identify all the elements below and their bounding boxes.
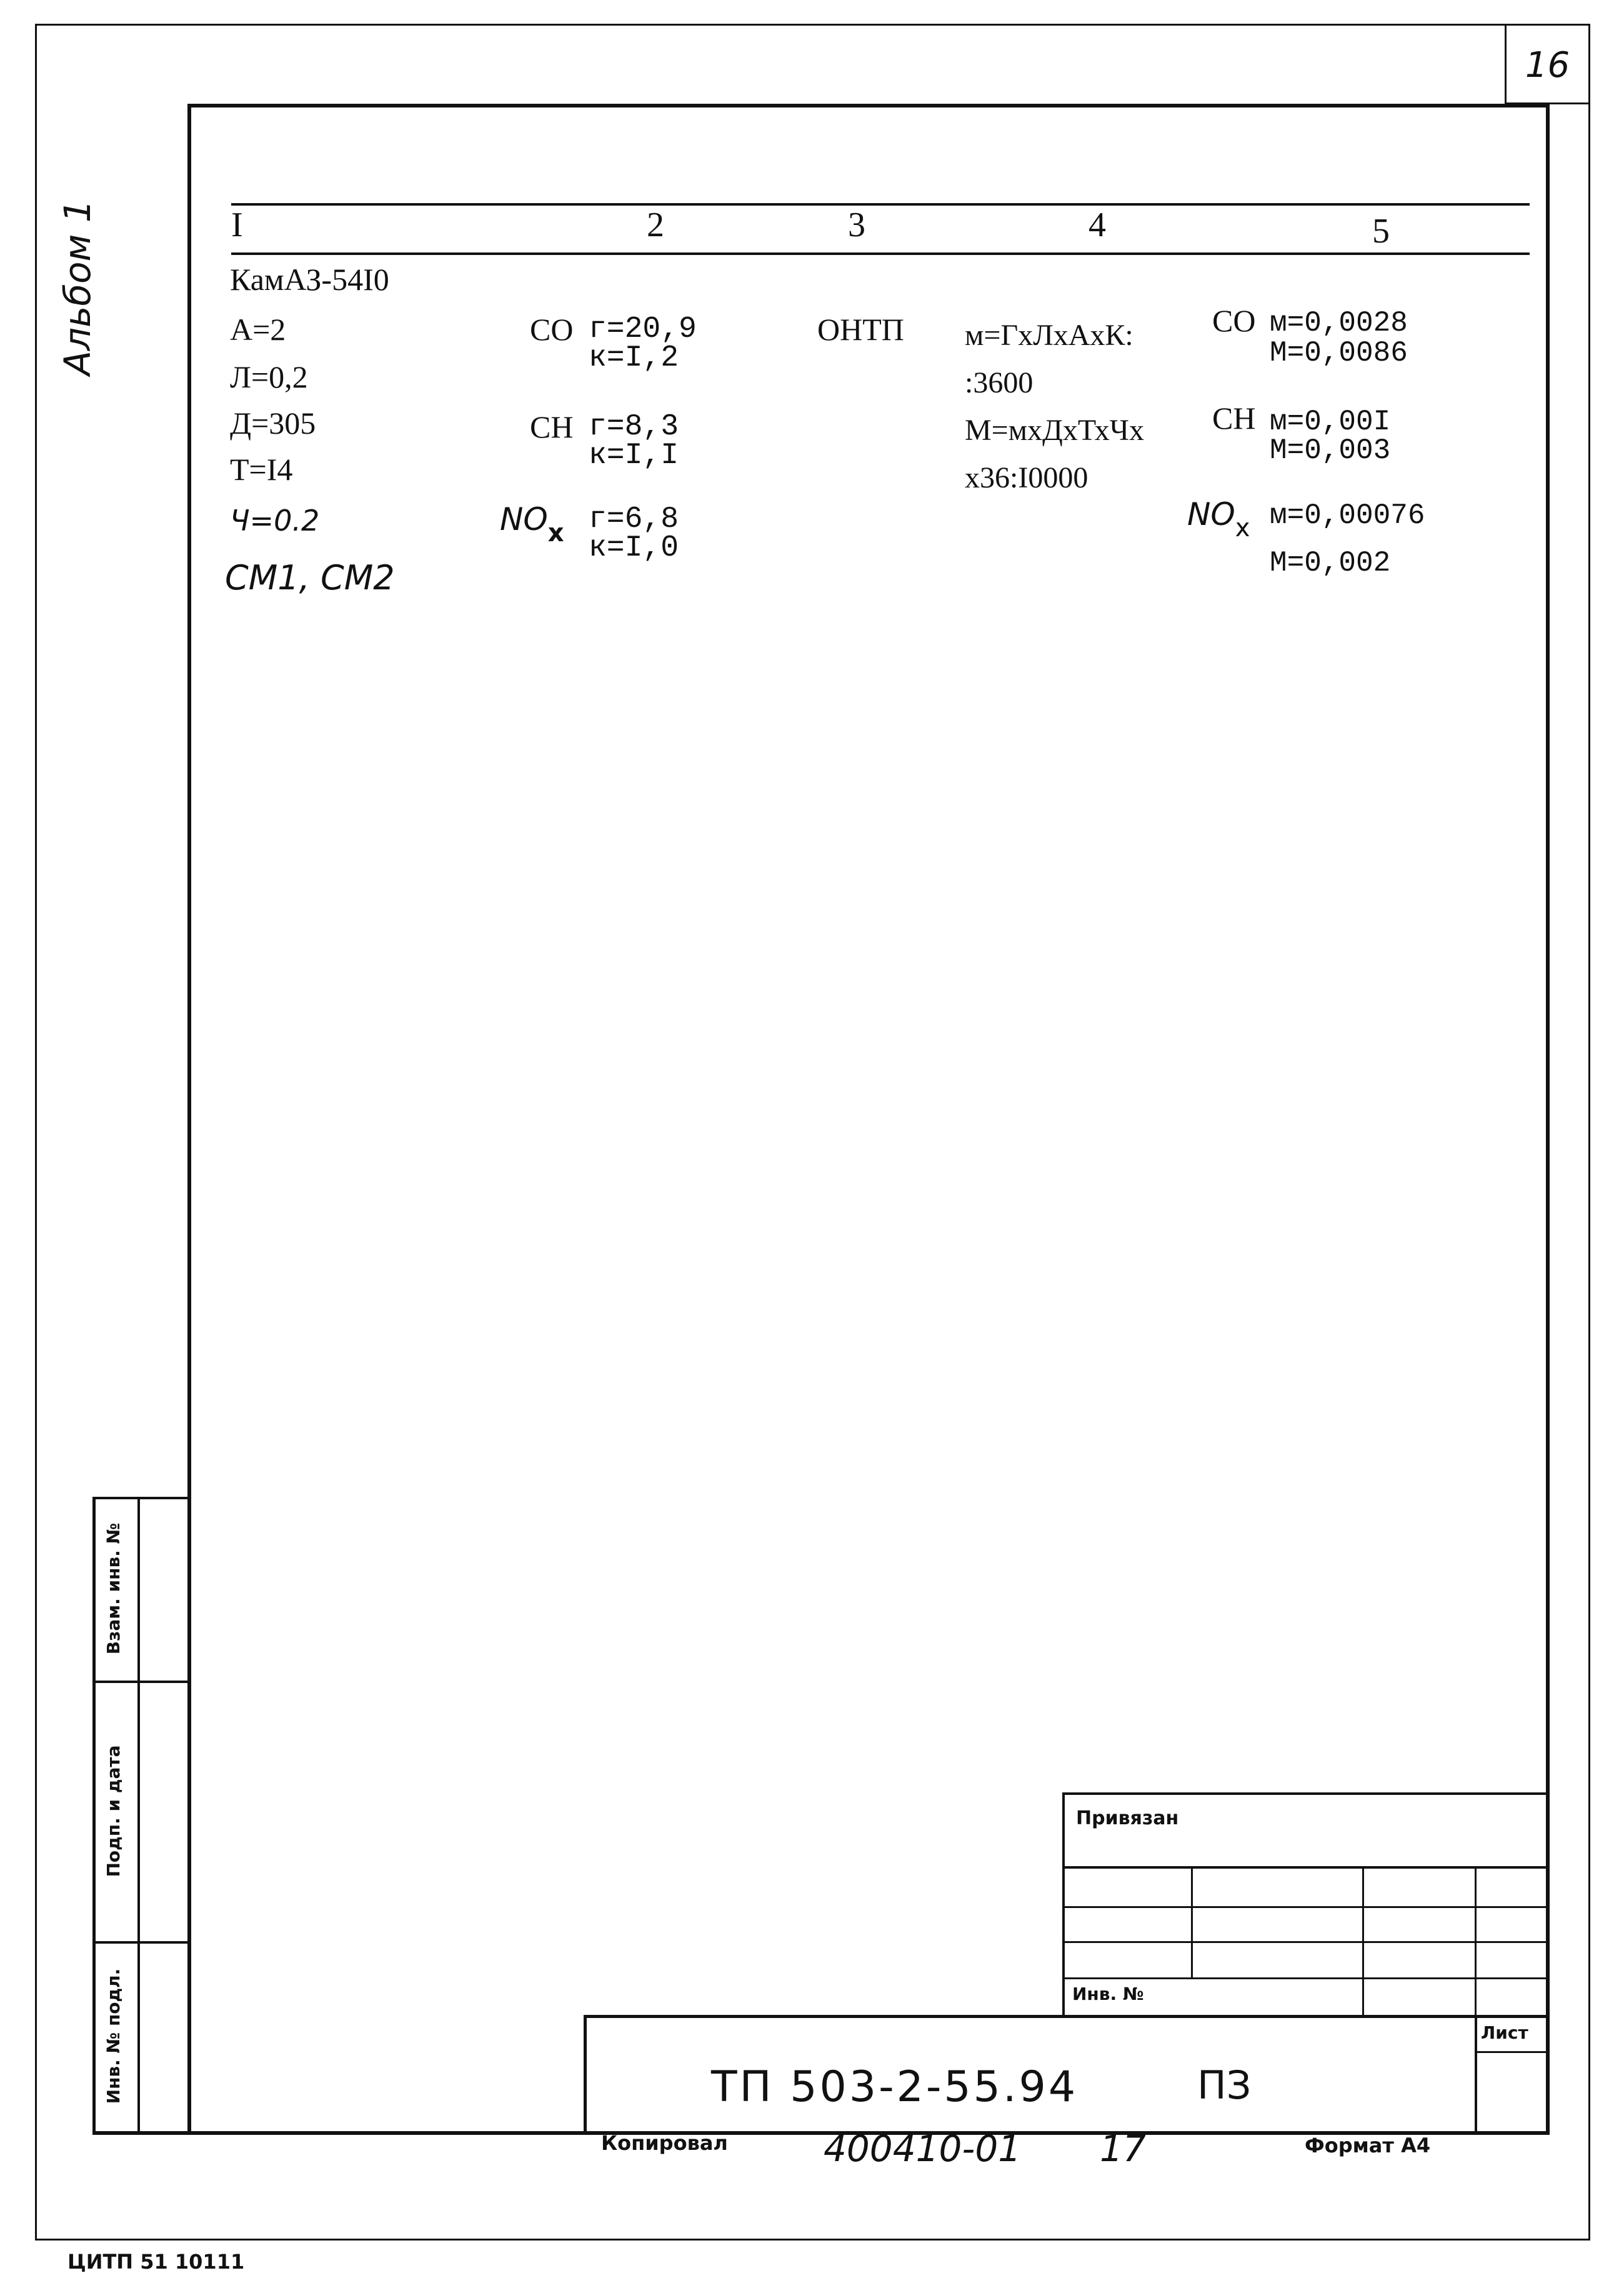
formula-line-1: м=ГхЛхАхК: <box>965 319 1133 352</box>
vehicle-name: КамАЗ-54I0 <box>230 262 389 297</box>
outer-frame-top <box>35 24 1590 26</box>
co-result-m: м=0,0028 <box>1270 307 1408 339</box>
nox-g: г=6,8 <box>589 502 679 536</box>
ch-label: СН <box>530 409 574 444</box>
param-shifts: СМ1, СМ2 <box>225 558 395 597</box>
side-stamp-top <box>92 1497 189 1499</box>
tb-priv-left <box>1062 1792 1065 2017</box>
formula-line-4: х36:I0000 <box>965 461 1088 494</box>
tb-grid-row-2 <box>1062 1906 1550 1908</box>
side-stamp-inv-podl: Инв. № подл. <box>103 1968 124 2104</box>
param-l: Л=0,2 <box>230 359 308 394</box>
tb-grid-row-3 <box>1062 1941 1550 1943</box>
co-label: СО <box>530 312 574 347</box>
co-g: г=20,9 <box>589 312 697 346</box>
col-header-1: I <box>231 206 243 244</box>
tb-grid-row-1 <box>1062 1866 1550 1869</box>
side-stamp-divider <box>137 1497 140 2134</box>
nox-k: к=I,0 <box>589 531 679 565</box>
nox-result-m: м=0,00076 <box>1270 499 1425 532</box>
tb-grid-col-3 <box>1475 1866 1477 2016</box>
tb-designation: ТП 503-2-55.94 <box>711 2062 1079 2112</box>
nox-result-label-text: NO <box>1187 496 1235 532</box>
outer-frame-right <box>1588 24 1590 2240</box>
nox-result-M: М=0,002 <box>1270 547 1391 579</box>
co-result-M: М=0,0086 <box>1270 337 1408 369</box>
formula-line-2: :3600 <box>965 366 1034 399</box>
sheet-number: 16 <box>1525 45 1570 86</box>
footer-order-extra: 17 <box>1100 2127 1146 2170</box>
outer-frame-bottom <box>35 2239 1590 2241</box>
nox-label <box>500 501 564 547</box>
album-label: Альбом 1 <box>56 199 99 376</box>
inner-frame-top <box>187 104 1550 107</box>
param-t: Т=I4 <box>230 452 293 487</box>
param-a: А=2 <box>230 312 286 347</box>
inner-frame-left <box>187 104 191 2135</box>
col-header-3: 3 <box>848 206 865 244</box>
side-stamp-left <box>92 1497 96 2134</box>
header-rule-bottom <box>231 252 1530 255</box>
tb-inv-no: Инв. № <box>1072 1984 1144 2004</box>
footer-format: Формат А4 <box>1305 2134 1431 2157</box>
ch-g: г=8,3 <box>589 410 679 444</box>
formula-line-3: М=мхДхТхЧх <box>965 414 1144 447</box>
side-stamp-vzam-inv: Взам. инв. № <box>103 1522 124 1655</box>
nox-label-sub: x <box>547 519 564 547</box>
ch-k: к=I,I <box>589 439 679 472</box>
tb-list-left <box>1475 2015 1477 2134</box>
col-header-2: 2 <box>647 206 664 244</box>
ch-result-m: м=0,00I <box>1270 406 1391 438</box>
tb-main-top <box>584 2015 1550 2018</box>
tb-grid-col-1 <box>1191 1866 1193 1977</box>
outer-frame-left <box>35 24 37 2240</box>
side-stamp-podp-data: Подп. и дата <box>103 1745 124 1877</box>
tb-priv-top <box>1062 1792 1550 1795</box>
col-header-5: 5 <box>1372 212 1390 251</box>
co-result-label: СО <box>1212 303 1256 338</box>
ch-result-label: СН <box>1212 401 1256 436</box>
header-rule-top <box>231 203 1530 206</box>
ch-result-M: М=0,003 <box>1270 434 1391 467</box>
tb-list-row <box>1475 2051 1550 2053</box>
col-header-4: 4 <box>1088 206 1106 244</box>
footer-kopiroval: Копировал <box>601 2131 728 2155</box>
tb-grid-row-4 <box>1062 1977 1550 1979</box>
co-k: к=I,2 <box>589 341 679 375</box>
tb-privyazan: Привязан <box>1076 1807 1179 1829</box>
side-stamp-row-1 <box>92 1681 189 1683</box>
nox-result-label-sub: x <box>1235 514 1250 542</box>
nox-label-text: NO <box>500 501 548 537</box>
method: ОНТП <box>817 312 904 347</box>
nox-result-label <box>1187 496 1250 542</box>
inner-frame-right <box>1546 104 1550 2135</box>
tb-main-left <box>584 2015 587 2134</box>
footer-order: 400410-01 <box>824 2127 1022 2170</box>
footer-printer: ЦИТП 51 10111 <box>67 2250 245 2274</box>
param-d: Д=305 <box>230 406 316 441</box>
param-ch: Ч=0.2 <box>230 504 320 537</box>
tb-section: ПЗ <box>1197 2062 1252 2108</box>
tb-list-label: Лист <box>1481 2022 1528 2043</box>
tb-grid-col-2 <box>1362 1866 1364 2016</box>
